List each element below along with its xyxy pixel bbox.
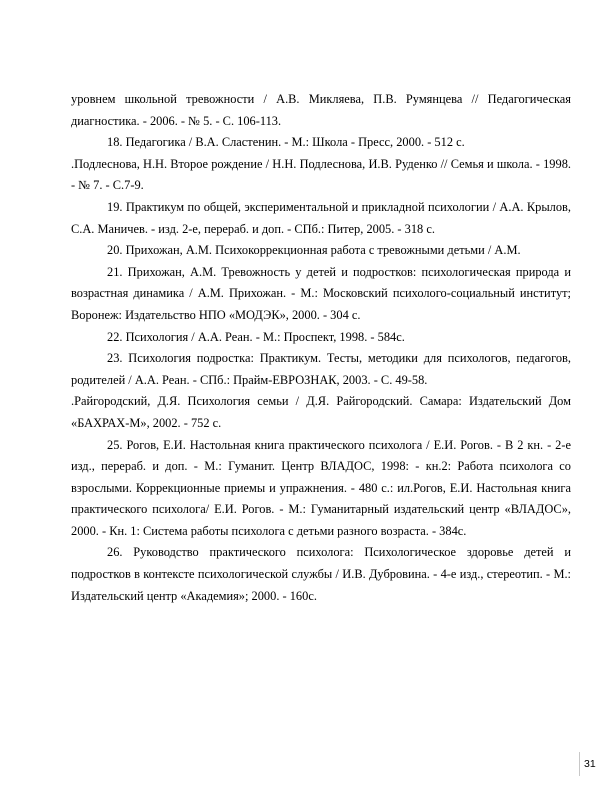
document-body — [71, 89, 571, 607]
reference-23: 23. Психология подростка: Практикум. Тесты, методики для психологов, педагогов, родителей / А.А. Реан. - СПб.: Прайм-ЕВРОЗНАК, 2003. - С. 49-58. — [71, 351, 571, 387]
reference-18: 18. Педагогика / В.А. Сластенин. - М.: Школа - Пресс, 2000. - 512 с. — [107, 135, 465, 150]
reference-20: 20. Прихожан, А.М. Психокоррекционная работа с тревожными детьми / А.М. — [107, 243, 521, 258]
reference-26: 26. Руководство практического психолога: Психологическое здоровье детей и подростков в контексте психологической службы / И.В. Дубровина. - 4-е изд., стереотип. - М.: Издательский центр «Академия»; 2000. - 160с. — [71, 545, 571, 603]
reference-22: 22. Психология / А.А. Реан. - М.: Проспект, 1998. - 584с. — [107, 329, 405, 344]
reference-21: 21. Прихожан, А.М. Тревожность у детей и подростков: психологическая природа и возрастная динамика / А.М. Прихожан. - М.: Московский психолого-социальный институт; Воронеж: Издательство НПО «МОДЭК», 2000. - 304 с. — [71, 264, 571, 322]
reference-25: 25. Рогов, Е.И. Настольная книга практического психолога / Е.И. Рогов. - В 2 кн. - 2-е изд., перераб. и доп. - М.: Гуманит. Центр ВЛАДОС, 1998: - кн.2: Работа психолога со взрослыми. Коррекционные приемы и упражнения. - 480 с.: ил.Рогов, Е.И. Настольная книга практического психолога/ Е.И. Рогов. - М.: Гуманитарный издательский центр «ВЛАДОС», 2000. - Кн. 1: Система работы психолога с детьми разного возраста. - 384с. — [71, 437, 571, 538]
reference-19: 19. Практикум по общей, экспериментальной и прикладной психологии / А.А. Крылов, С.А. Маничев. - изд. 2-е, перераб. и доп. - СПб.: Питер, 2005. - 318 с. — [71, 199, 571, 236]
reference-continuation: уровнем школьной тревожности / А.В. Микляева, П.В. Румянцева // Педагогическая диагностика. - 2006. - № 5. - С. 106-113. — [71, 92, 571, 128]
page-number: 31 — [584, 758, 596, 770]
reference-raigorodsky: .Райгородский, Д.Я. Психология семьи / Д.Я. Райгородский. Самара: Издательский Дом «БАХРАХ-М», 2002. - 752 с. — [71, 394, 571, 430]
reference-podlesnova: .Подлеснова, Н.Н. Второе рождение / Н.Н. Подлеснова, И.В. Руденко // Семья и школа. - 1998. - № 7. - С.7-9. — [71, 156, 571, 193]
